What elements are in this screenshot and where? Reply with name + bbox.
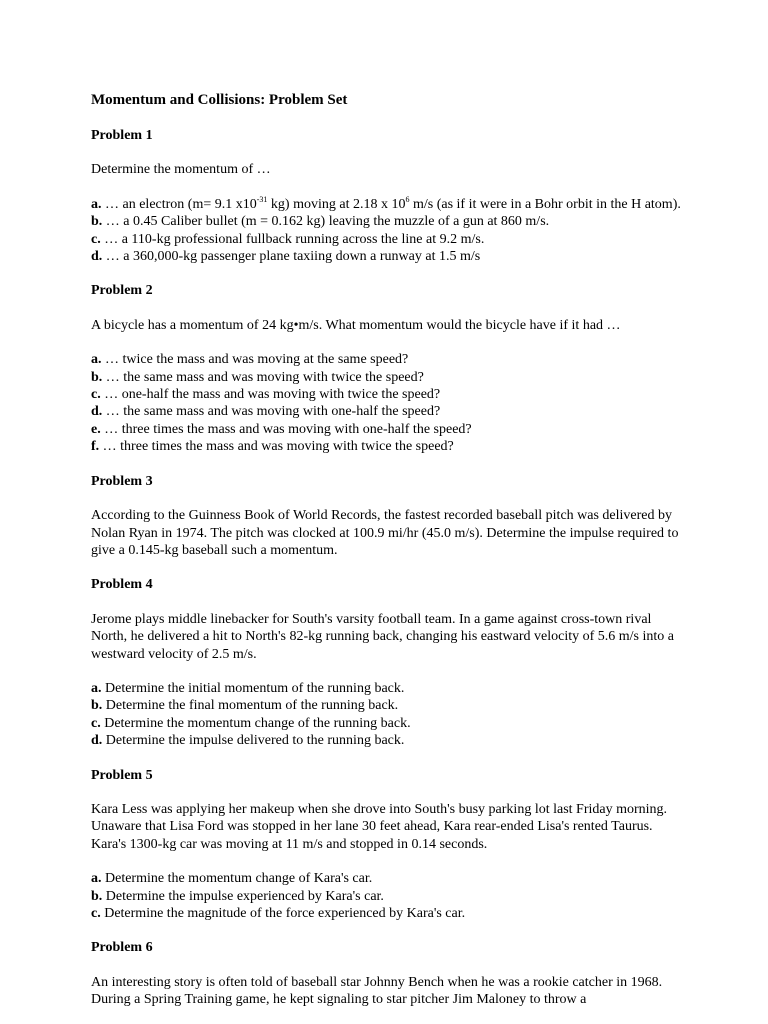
item-text: … a 0.45 Caliber bullet (m = 0.162 kg) leaving the muzzle of a gun at 860 m/s. (102, 214, 550, 230)
exponent: -31 (256, 194, 268, 204)
item-label: a. (91, 871, 102, 887)
list-item (91, 213, 681, 230)
list-item (91, 248, 681, 265)
item-text: … a 110-kg professional fullback running across the line at 9.2 m/s. (100, 231, 485, 247)
item-label: d. (91, 733, 103, 749)
list-item (91, 351, 681, 368)
item-text: … a 360,000-kg passenger plane taxiing down a runway at 1.5 m/s (102, 249, 481, 265)
problem-intro: According to the Guinness Book of World Records, the fastest recorded baseball pitch was delivered by Nolan Ryan in 1974. The pitch was clocked at 100.9 mi/hr (45.0 m/s). Determine the impulse required to give a 0.145-kg baseball such a momentum. (91, 508, 679, 558)
item-text: Determine the final momentum of the running back. (102, 698, 399, 714)
problem-intro: A bicycle has a momentum of 24 kg•m/s. What momentum would the bicycle have if it had … (91, 317, 621, 333)
problem-items (91, 196, 681, 266)
problem-heading: Problem 5 (91, 767, 153, 783)
item-text: … an electron (m= 9.1 x10 (101, 196, 257, 212)
item-text: Determine the momentum change of Kara's car. (101, 871, 373, 887)
item-label: c. (91, 387, 101, 403)
item-label: a. (91, 352, 102, 368)
problem-heading: Problem 4 (91, 577, 153, 593)
problem-intro: Determine the momentum of … (91, 162, 271, 178)
list-item (91, 888, 681, 905)
item-label: c. (91, 906, 101, 921)
list-item (91, 697, 681, 714)
item-text: … three times the mass and was moving with twice the speed? (99, 439, 454, 455)
problem-1 (91, 127, 681, 265)
problem-2 (91, 282, 681, 455)
item-label: b. (91, 888, 103, 904)
item-label: e. (91, 421, 101, 437)
problem-heading: Problem 2 (91, 283, 153, 299)
problem-heading: Problem 3 (91, 473, 153, 489)
problem-intro: An interesting story is often told of baseball star Johnny Bench when he was a rookie catcher in 1968. During a Spring Training game, he kept signaling to star pitcher Jim Maloney to throw a (91, 974, 663, 1008)
item-text: … one-half the mass and was moving with twice the speed? (100, 387, 441, 403)
list-item (91, 715, 681, 732)
item-text: … the same mass and was moving with twice the speed? (102, 369, 424, 385)
item-label: d. (91, 404, 103, 420)
item-label: b. (91, 698, 103, 714)
list-item (91, 421, 681, 438)
list-item (91, 386, 681, 403)
item-text: Determine the momentum change of the running back. (100, 715, 411, 731)
document-title: Momentum and Collisions: Problem Set (91, 92, 348, 108)
list-item (91, 905, 681, 922)
item-label: c. (91, 231, 101, 247)
item-text: kg) moving at 2.18 x 10 (267, 196, 406, 212)
list-item (91, 369, 681, 386)
problem-4 (91, 576, 681, 749)
list-item (91, 403, 681, 420)
item-text: Determine the magnitude of the force experienced by Kara's car. (100, 906, 466, 921)
item-text: … the same mass and was moving with one-half the speed? (102, 404, 441, 420)
problem-items (91, 680, 681, 750)
list-item (91, 196, 681, 213)
list-item (91, 870, 681, 887)
item-label: b. (91, 369, 103, 385)
problem-intro: Kara Less was applying her makeup when she drove into South's busy parking lot last Friday morning. Unaware that Lisa Ford was stopped in her lane 30 feet ahead, Kara rear-ended Lisa's rented Taurus. Kara's 1300-kg car was moving at 11 m/s and stopped in 0.14 seconds. (91, 801, 668, 852)
item-label: c. (91, 715, 101, 731)
problem-5 (91, 767, 681, 923)
list-item (91, 732, 681, 749)
exponent: 6 (405, 194, 410, 204)
problem-6 (91, 939, 681, 1008)
problem-heading: Problem 1 (91, 128, 153, 143)
problem-items (91, 351, 681, 455)
list-item (91, 438, 681, 455)
item-text: Determine the initial momentum of the running back. (101, 680, 405, 696)
problem-items (91, 870, 681, 922)
item-text: Determine the impulse experienced by Kara's car. (102, 888, 384, 904)
item-label: b. (91, 214, 103, 230)
item-label: f. (91, 439, 100, 455)
item-label: a. (91, 680, 102, 696)
item-text: … three times the mass and was moving with one-half the speed? (100, 421, 472, 437)
document-content (91, 90, 681, 1024)
list-item (91, 231, 681, 248)
list-item (91, 680, 681, 697)
item-label: d. (91, 249, 103, 265)
problem-3 (91, 473, 681, 560)
item-label: a. (91, 196, 102, 212)
item-text: m/s (as if it were in a Bohr orbit in the H atom). (409, 196, 681, 212)
problem-heading: Problem 6 (91, 940, 153, 956)
problem-intro: Jerome plays middle linebacker for South's varsity football team. In a game against cross-town rival North, he delivered a hit to North's 82-kg running back, changing his eastward velocity of 5.6 m/s into a westward velocity of 2.5 m/s. (91, 611, 675, 662)
item-text: Determine the impulse delivered to the running back. (102, 733, 405, 749)
item-text: … twice the mass and was moving at the same speed? (101, 352, 409, 368)
